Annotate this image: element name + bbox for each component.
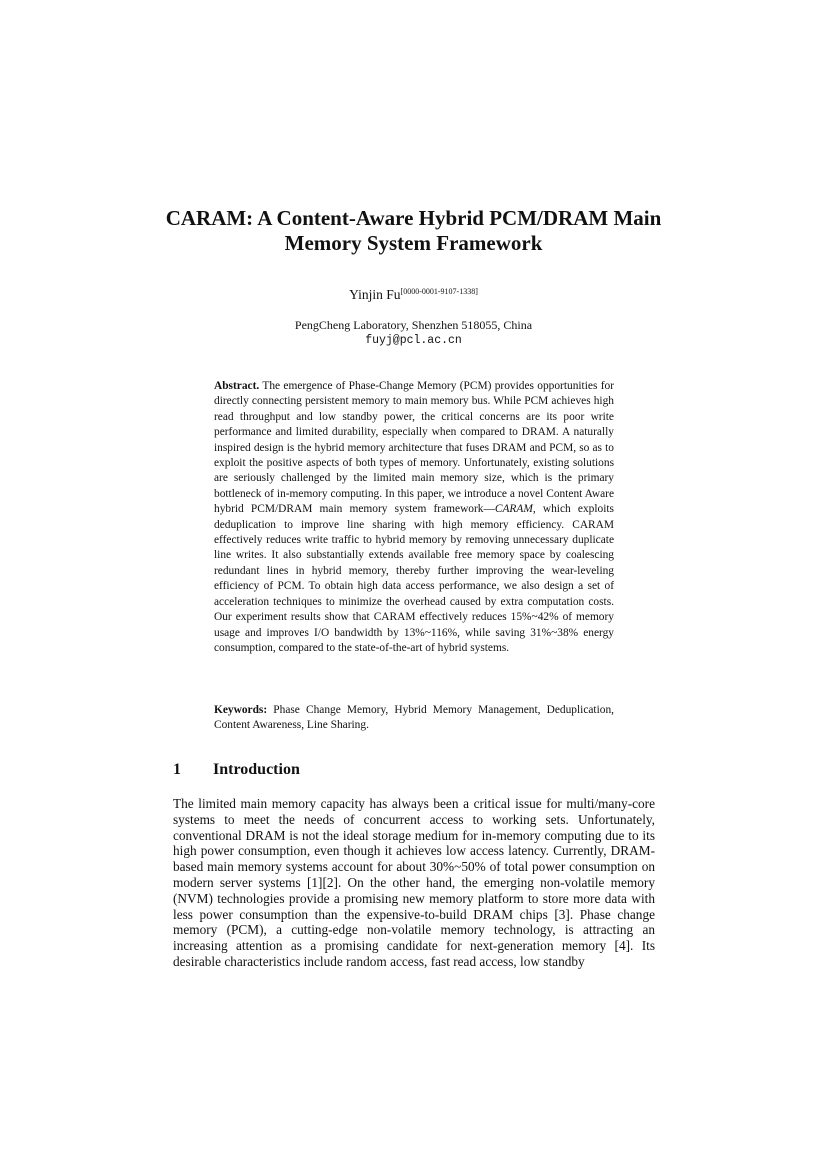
author-name: Yinjin Fu bbox=[349, 287, 401, 302]
section-body: The limited main memory capacity has always been a critical issue for multi/many-core systems to meet the needs of concurrent access to working sets. Unfortunately, conventional DRAM is not the ideal storage medium for in-memory computing due to its high power consumption, even though it achieves low access latency. Currently, DRAM-based main memory systems account for about 30%~50% of total power consumption on modern server systems [1][2]. On the other hand, the emerging non-volatile memory (NVM) technologies provide a promising new memory platform to store more data with less power consumption than the expensive-to-build DRAM chips [3]. Phase change memory (PCM), a cutting-edge non-volatile memory technology, is attracting an increasing attention as a promising candidate for next-generation memory [4]. Its desirable characteristics include random access, fast read access, low standby bbox=[173, 796, 655, 969]
section-title: Introduction bbox=[213, 761, 300, 778]
abstract bbox=[214, 379, 614, 656]
section-heading bbox=[173, 760, 653, 780]
keywords-label: Keywords: bbox=[214, 704, 268, 716]
section-number: 1 bbox=[173, 761, 181, 778]
abstract-text-part1: The emergence of Phase-Change Memory (PCM) provides opportunities for directly connecting persistent memory to main memory bus. While PCM achieves high read throughput and low standby power, the critical concerns are its poor write performance and limited durability, especially when compared to DRAM. A naturally inspired design is the hybrid memory architecture that fuses DRAM and PCM, so as to exploit the positive aspects of both types of memory. Unfortunately, existing solutions are seriously challenged by the limited main memory size, which is the primary bottleneck of in-memory computing. In this paper, we introduce a novel Content Aware hybrid PCM/DRAM main memory system framework— bbox=[214, 380, 614, 516]
keywords bbox=[214, 703, 614, 734]
abstract-label: Abstract. bbox=[214, 380, 260, 392]
keywords-text: Phase Change Memory, Hybrid Memory Management, Deduplication, Content Awareness, Line Sharing. bbox=[214, 704, 614, 732]
abstract-text-part2: , which exploits deduplication to improve line sharing with high memory efficiency. CARAM effectively reduces write traffic to hybrid memory by removing unnecessary duplicate line writes. It also substantially extends available free memory space by coalescing redundant lines in hybrid memory, thereby further improving the wear-leveling efficiency of PCM. To obtain high data access performance, we also design a set of acceleration techniques to minimize the overhead caused by extra computation costs. Our experiment results show that CARAM effectively reduces 15%~42% of memory usage and improves I/O bandwidth by 13%~116%, while saving 31%~38% energy consumption, compared to the state-of-the-art of hybrid systems. bbox=[214, 503, 614, 654]
author-line bbox=[150, 287, 677, 303]
author-orcid: [0000-0001-9107-1338] bbox=[400, 287, 478, 296]
affiliation: PengCheng Laboratory, Shenzhen 518055, China bbox=[294, 318, 533, 332]
author-email: fuyj@pcl.ac.cn bbox=[365, 334, 462, 347]
abstract-emphasis: CARAM bbox=[494, 503, 533, 516]
paper-title: CARAM: A Content-Aware Hybrid PCM/DRAM Main Memory System Framework bbox=[165, 206, 662, 255]
